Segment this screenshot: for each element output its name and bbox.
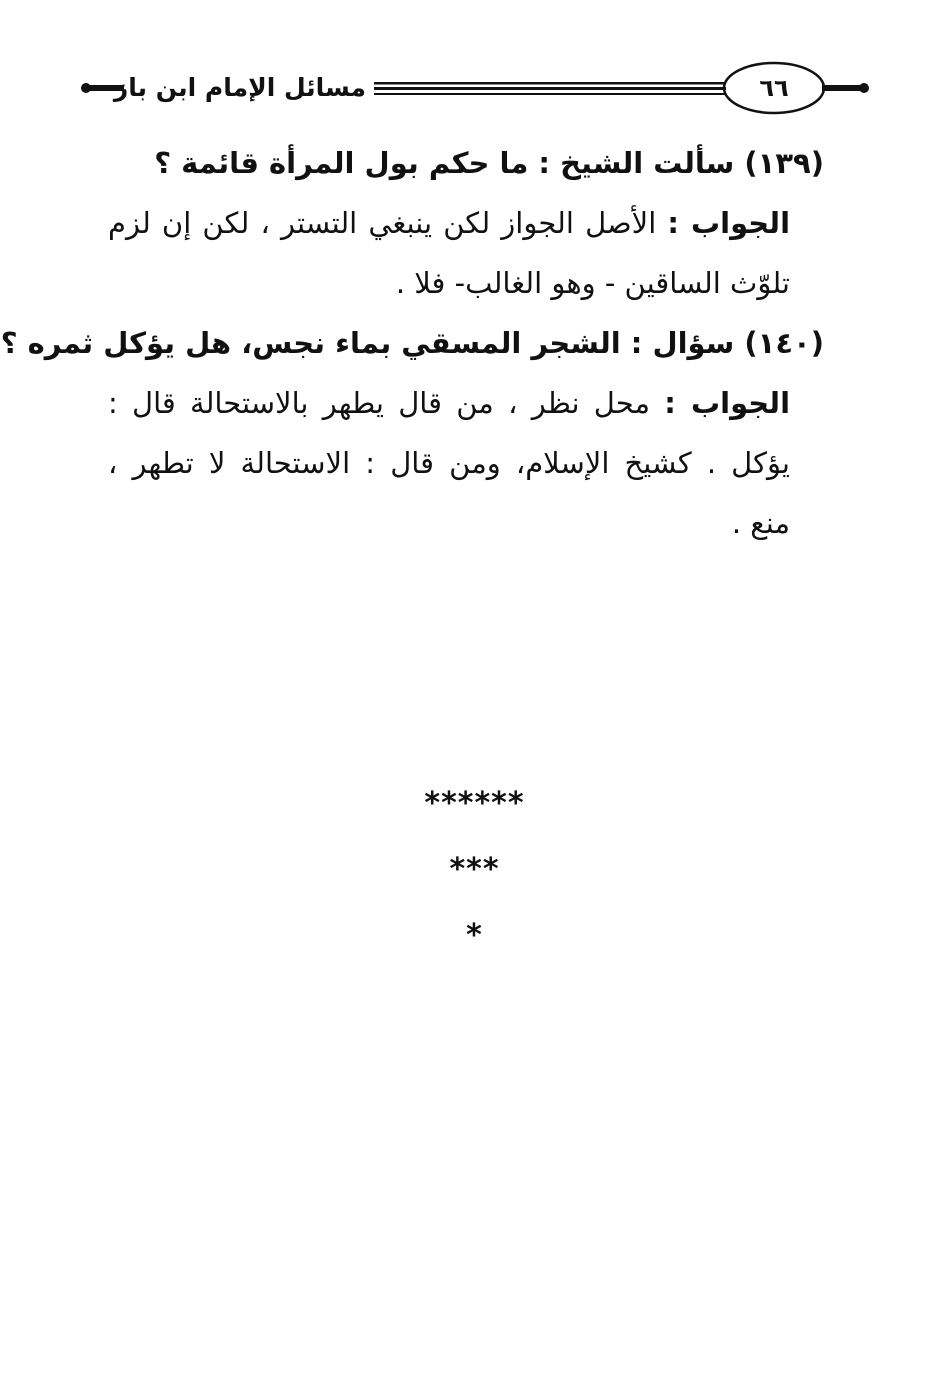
answer-140-line-1 — [108, 374, 824, 434]
end-ornament-row-3: * — [466, 918, 483, 953]
running-head-title: مسائل الإمام ابن باز — [113, 73, 366, 102]
question-140: (١٤٠) سؤال : الشجر المسقي بماء نجس، هل يؤكل ثمره ؟ — [0, 326, 824, 360]
answer-140-line-3: منع . — [731, 506, 790, 540]
page-number: ٦٦ — [759, 74, 789, 102]
answer-139-line-1 — [108, 194, 824, 254]
end-ornament-row-2: *** — [449, 852, 500, 887]
page-body — [0, 134, 824, 554]
answer-139-line-2: تلوّث الساقين - وهو الغالب- فلا . — [395, 266, 790, 300]
answer-140-line-2: يؤكل . كشيخ الإسلام، ومن قال : الاستحالة لا تطهر ، — [108, 446, 790, 480]
end-ornament-row-1: ****** — [424, 786, 525, 821]
answer-text: الأصل الجواز لكن ينبغي التستر ، لكن إن لزم — [108, 206, 657, 240]
answer-text: محل نظر ، من قال يطهر بالاستحالة قال : — [108, 386, 651, 420]
answer-label: الجواب : — [667, 206, 791, 240]
answer-label: الجواب : — [664, 386, 791, 420]
question-139: (١٣٩) سألت الشيخ : ما حكم بول المرأة قائمة ؟ — [154, 146, 824, 180]
